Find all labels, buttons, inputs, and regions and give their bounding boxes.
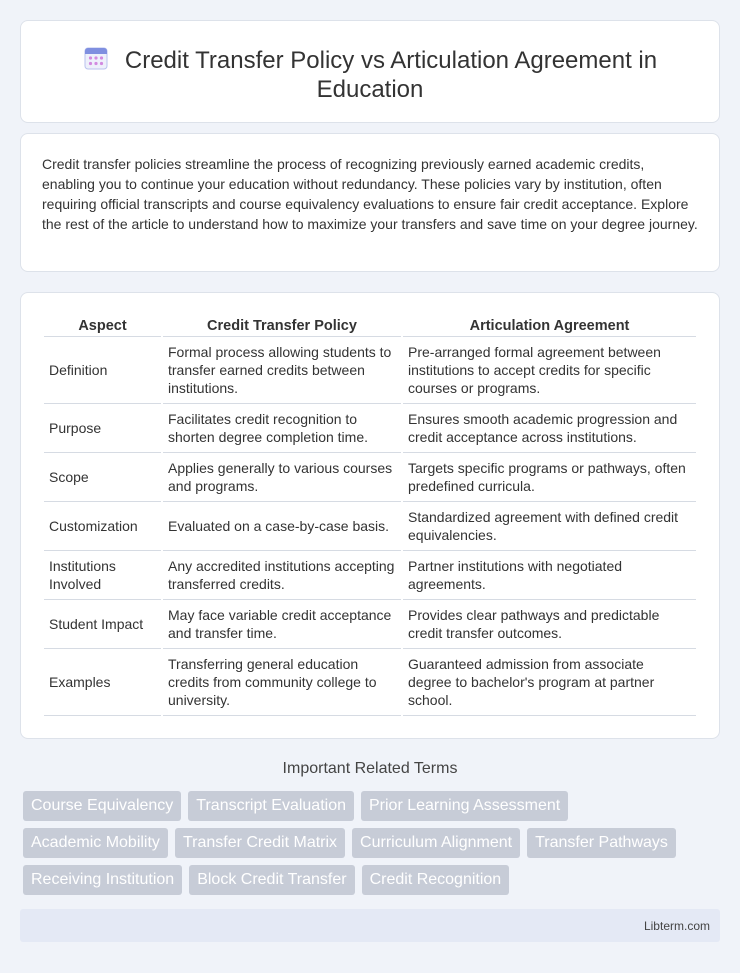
title-card [20, 20, 720, 123]
table-row [44, 404, 696, 453]
cell-aspect: Customization [44, 502, 161, 551]
intro-paragraph: Credit transfer policies streamline the process of recognizing previously earned academic credits, enabling you to continue your education without redundancy. These policies vary by institution, often requiring official transcripts and course equivalency evaluations to ensure fair credit acceptance. Explore the rest of the article to understand how to maximize your transfers and save time on your degree journey. [42, 156, 698, 232]
calendar-icon [83, 45, 109, 71]
header-articulation-agreement: Articulation Agreement [403, 315, 696, 337]
cell-articulation: Guaranteed admission from associate degree to bachelor's program at partner school. [403, 649, 696, 716]
table-header-row [44, 315, 696, 337]
cell-aspect: Student Impact [44, 600, 161, 649]
related-terms-list [23, 791, 723, 902]
term-tag[interactable]: Prior Learning Assessment [361, 791, 568, 821]
intro-card [20, 133, 720, 272]
header-aspect: Aspect [44, 315, 161, 337]
cell-credit-transfer: Facilitates credit recognition to shorten degree completion time. [163, 404, 401, 453]
cell-aspect: Examples [44, 649, 161, 716]
cell-credit-transfer: Any accredited institutions accepting transferred credits. [163, 551, 401, 600]
cell-credit-transfer: Applies generally to various courses and programs. [163, 453, 401, 502]
cell-articulation: Targets specific programs or pathways, often predefined curricula. [403, 453, 696, 502]
term-tag[interactable]: Block Credit Transfer [189, 865, 354, 895]
footer-site-link[interactable]: Libterm.com [643, 919, 710, 933]
cell-credit-transfer: May face variable credit acceptance and transfer time. [163, 600, 401, 649]
term-tag[interactable]: Transfer Pathways [527, 828, 676, 858]
table-row [44, 600, 696, 649]
comparison-table [42, 315, 698, 716]
cell-articulation: Partner institutions with negotiated agreements. [403, 551, 696, 600]
cell-articulation: Ensures smooth academic progression and credit acceptance across institutions. [403, 404, 696, 453]
cell-aspect: Purpose [44, 404, 161, 453]
header-credit-transfer-policy: Credit Transfer Policy [163, 315, 401, 337]
table-row [44, 337, 696, 404]
page-title [21, 45, 719, 104]
title-line-1: Credit Transfer Policy vs Articulation Agreement in [124, 47, 658, 74]
table-row [44, 551, 696, 600]
term-tag[interactable]: Receiving Institution [23, 865, 182, 895]
term-tag[interactable]: Transcript Evaluation [188, 791, 354, 821]
term-tag[interactable]: Credit Recognition [362, 865, 510, 895]
table-row [44, 453, 696, 502]
term-tag[interactable]: Curriculum Alignment [352, 828, 520, 858]
comparison-card [20, 292, 720, 739]
table-row [44, 649, 696, 716]
title-line-2: Education [316, 76, 424, 103]
term-tag[interactable]: Course Equivalency [23, 791, 181, 821]
related-terms-title: Important Related Terms [282, 760, 458, 777]
cell-articulation: Provides clear pathways and predictable credit transfer outcomes. [403, 600, 696, 649]
table-row [44, 502, 696, 551]
cell-credit-transfer: Formal process allowing students to transfer earned credits between institutions. [163, 337, 401, 404]
cell-articulation: Standardized agreement with defined credit equivalencies. [403, 502, 696, 551]
cell-aspect: Scope [44, 453, 161, 502]
term-tag[interactable]: Academic Mobility [23, 828, 168, 858]
term-tag[interactable]: Transfer Credit Matrix [175, 828, 345, 858]
footer [20, 909, 720, 942]
cell-credit-transfer: Evaluated on a case-by-case basis. [163, 502, 401, 551]
cell-articulation: Pre-arranged formal agreement between institutions to accept credits for specific courses or programs. [403, 337, 696, 404]
cell-credit-transfer: Transferring general education credits from community college to university. [163, 649, 401, 716]
cell-aspect: Definition [44, 337, 161, 404]
cell-aspect: Institutions Involved [44, 551, 161, 600]
